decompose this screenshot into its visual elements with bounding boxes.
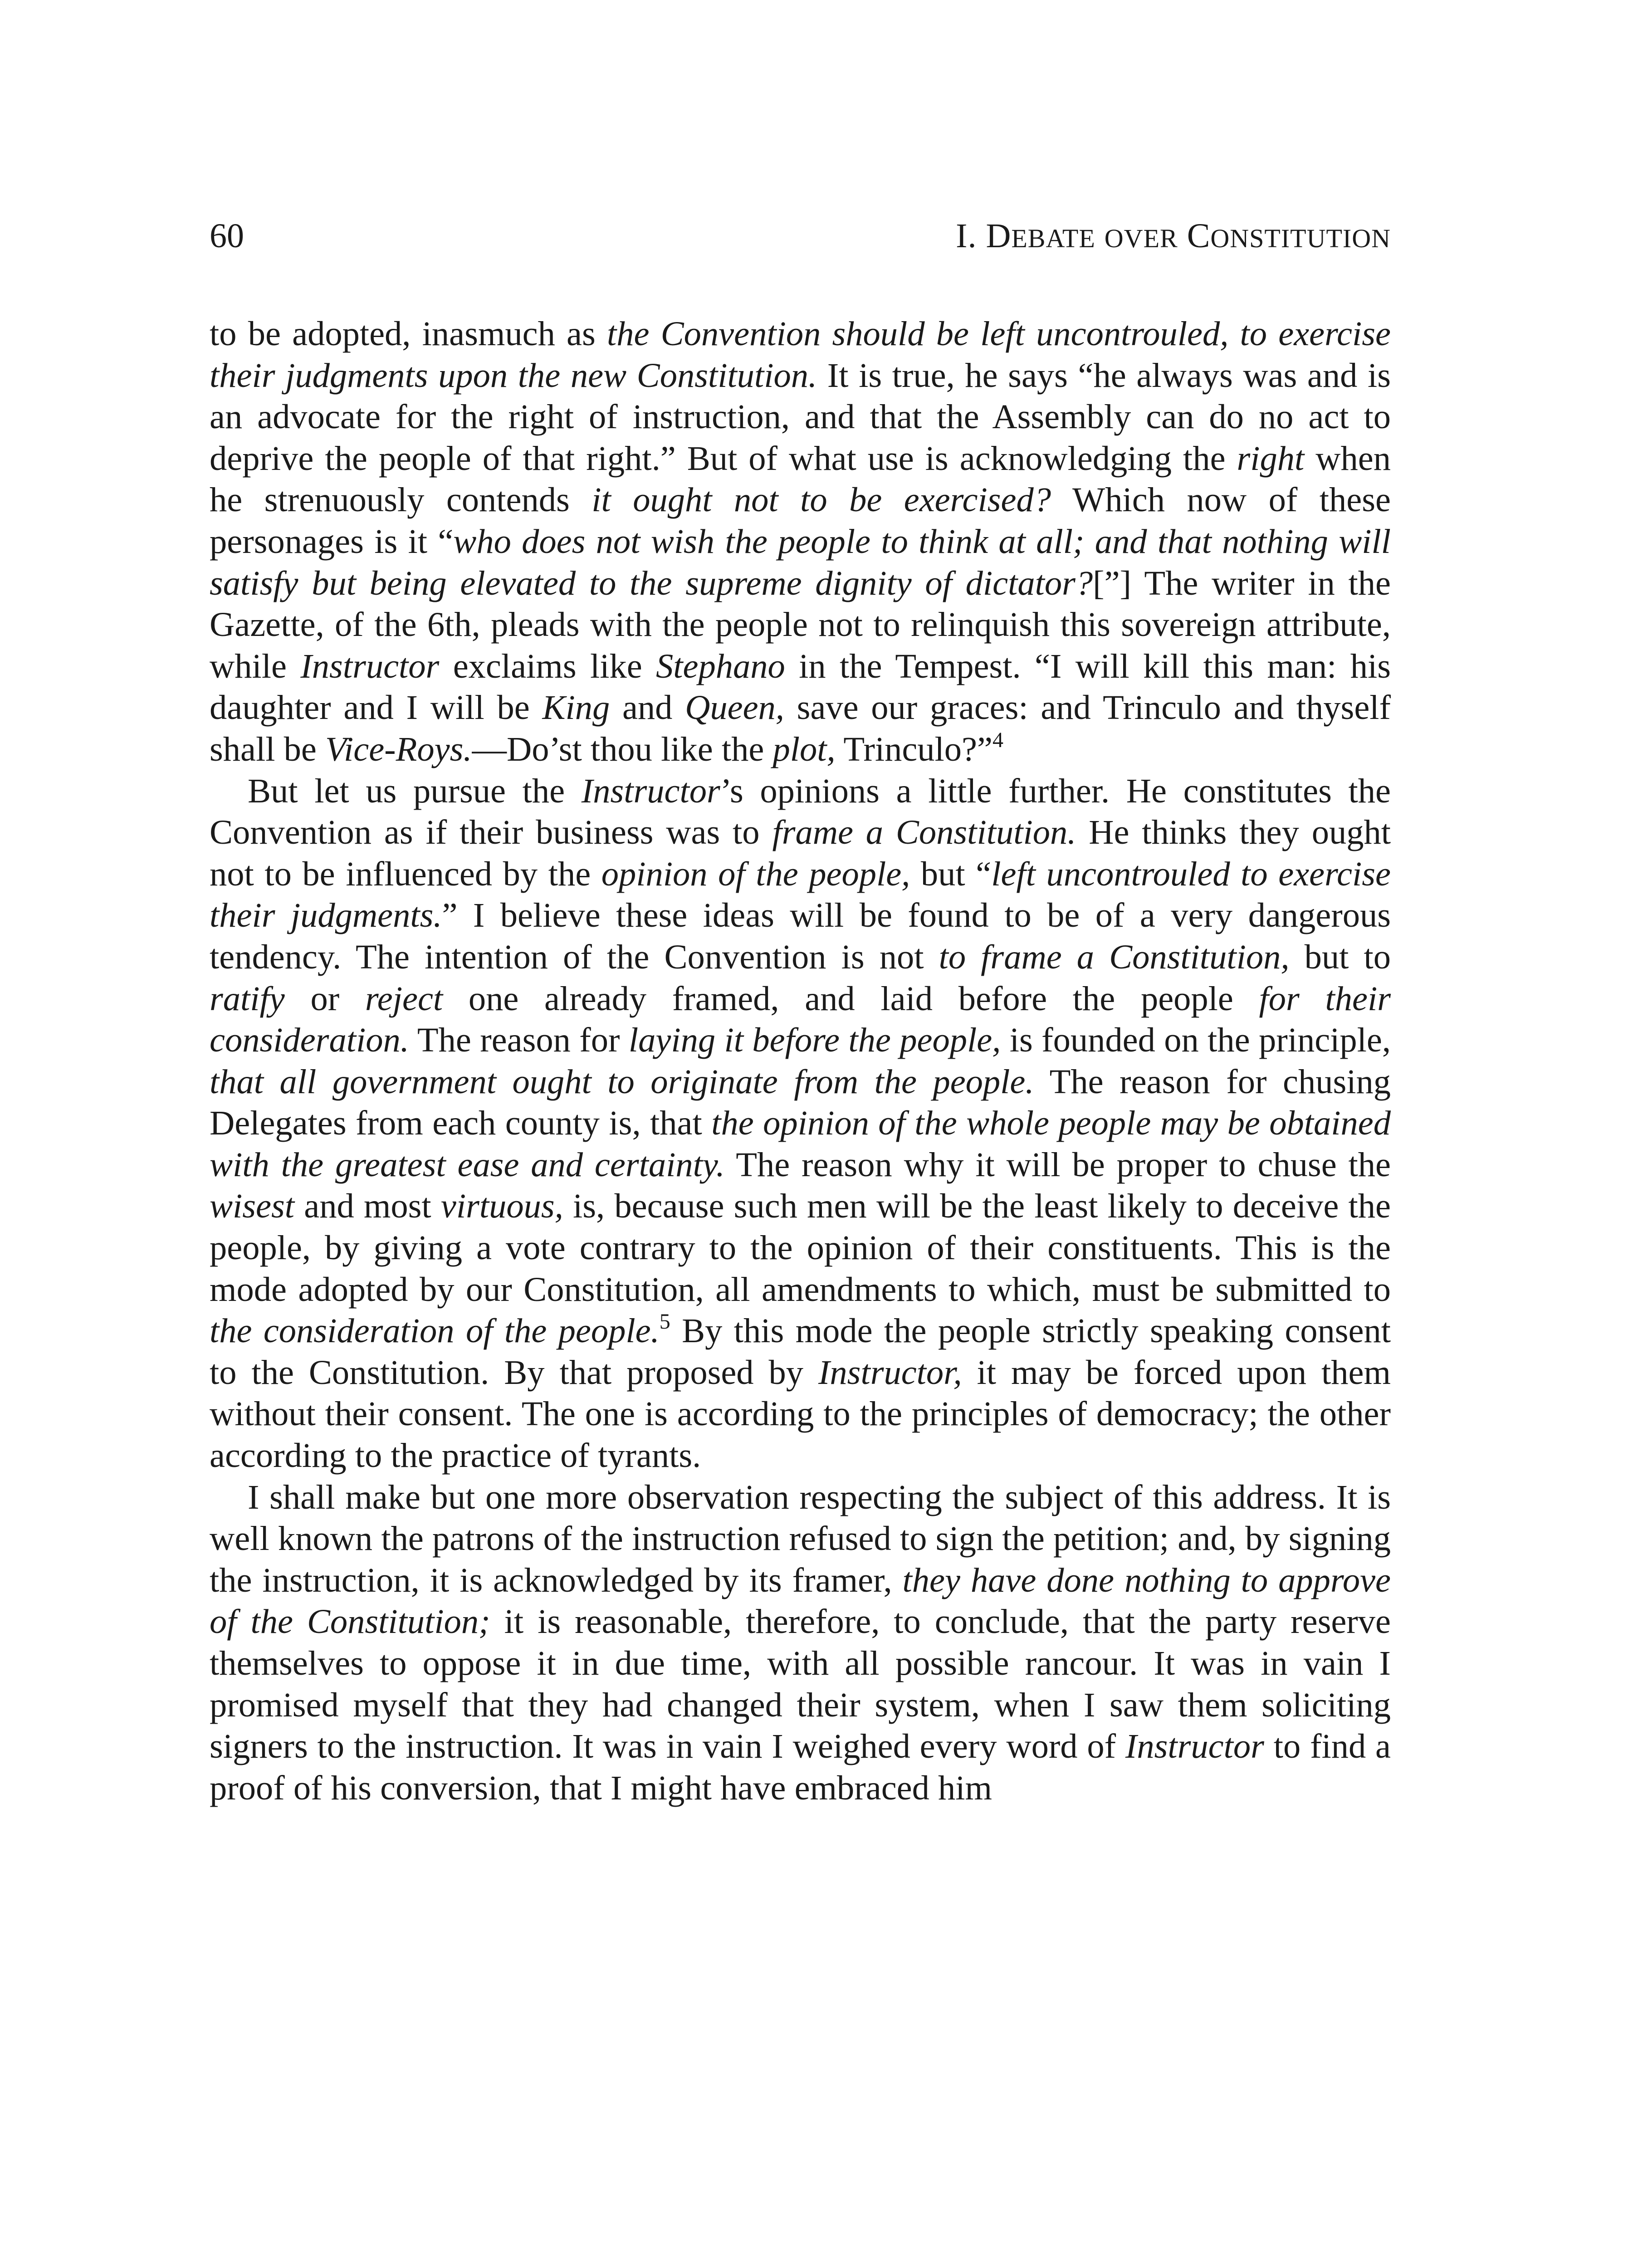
text-span: one already framed, and laid before the people (443, 979, 1259, 1018)
chapter-title-initial-3: C (1187, 217, 1211, 255)
italic-span: Queen, (685, 688, 784, 727)
text-span: —Do’st thou like the (472, 729, 773, 768)
italic-span: that all government ought to originate from the people. (210, 1062, 1034, 1101)
text-span: Which now of these personages is it “ (210, 480, 1391, 561)
italic-span: to frame a Constitution, (939, 937, 1290, 976)
chapter-title-prefix: I. (956, 217, 986, 255)
italic-span: the opinion of the whole people may be obtained with the greatest ease and certainty. (210, 1104, 1391, 1184)
text-span: The reason for chusing Delegates from each county is, that (210, 1062, 1391, 1143)
text-span: is, because such men will be the least likely to deceive the people, by giving a vote contrary to the opinion of their constituents. This is the mode adopted by our Constitution, all amendments to which, must be submitted to (210, 1187, 1391, 1309)
text-span: and (610, 688, 685, 727)
text-span: I shall make but one more observation respecting the subject of this address. It is well known the patrons of the instruction refused to sign the petition; and, by signing the instruction, it is acknowledged by its framer, (210, 1477, 1391, 1599)
italic-span: it ought not to be exercised? (592, 480, 1051, 519)
text-span: ” I believe these ideas will be found to be of a very dangerous tendency. The intention of the Convention is not (210, 896, 1391, 976)
italic-span: Instructor (1125, 1727, 1264, 1766)
text-span: but to (1289, 937, 1391, 976)
italic-span: the consideration of the people. (210, 1311, 660, 1350)
italic-span: frame a Constitution. (772, 813, 1076, 852)
italic-span: King (542, 688, 610, 727)
italic-span: Instructor (300, 646, 440, 685)
text-span: or (284, 979, 365, 1018)
chapter-title-word-1: EBATE (1011, 224, 1095, 253)
chapter-title-word-3: ONSTITUTION (1210, 224, 1391, 253)
text-span: By this mode the people strictly speaking consent to the Constitution. By that proposed by (210, 1311, 1391, 1392)
text-span: and most (294, 1187, 441, 1226)
text-span: But let us pursue the (248, 771, 582, 810)
italic-span: plot, (772, 729, 836, 768)
italic-span: who does not wish the people to think at all; and that nothing will satisfy but being elevated to the supreme dignity of dictator? (210, 522, 1391, 602)
text-span: [”] The writer in the Gazette, of the 6th, pleads with the people not to relinquish this sovereign attribute, while (210, 563, 1391, 685)
text-span: when he strenuously contends (210, 439, 1391, 519)
text-span: it may be forced upon them without their consent. The one is according to the principles of democracy; the other according to the practice of tyrants. (210, 1353, 1391, 1475)
italic-span: left uncontrouled to exercise their judgments. (210, 854, 1391, 935)
text-span: is founded on the principle, (1001, 1021, 1391, 1060)
text-span: Trinculo?” (835, 729, 993, 768)
text-span: but “ (910, 854, 992, 893)
text-span: exclaims like (439, 646, 656, 685)
text-span: it is reasonable, therefore, to conclude, that the party reserve themselves to oppose it in due time, with all possible rancour. It was in vain I promised myself that they had changed their system, when I saw them soliciting signers to the instruction. It was in vain I weighed every word of (210, 1602, 1391, 1766)
italic-span: Instructor (581, 771, 720, 810)
text-span: He thinks they ought not to be influenced by the (210, 813, 1391, 893)
chapter-title (956, 213, 1391, 261)
paragraph-2 (210, 770, 1391, 1476)
footnote-marker-4[interactable]: 4 (992, 728, 1003, 752)
italic-span: laying it before the people, (628, 1021, 1001, 1060)
italic-span: virtuous, (440, 1187, 563, 1226)
paragraph-1 (210, 313, 1391, 770)
text-span: save our graces: and Trinculo and thyself shall be (210, 688, 1391, 768)
text-span: The reason why it will be proper to chuse the (724, 1145, 1391, 1184)
italic-span: wisest (210, 1187, 295, 1226)
text-span: to be adopted, inasmuch as (210, 314, 607, 353)
text-span: ’s opinions a little further. He constitutes the Convention as if their business was to (210, 771, 1391, 852)
italic-span: Instructor, (818, 1353, 962, 1392)
text-span: in the Tempest. “I will kill this man: his daughter and I will be (210, 646, 1391, 727)
italic-span: Stephano (656, 646, 785, 685)
italic-span: opinion of the people, (601, 854, 910, 893)
page-number: 60 (210, 217, 244, 255)
book-page (210, 213, 1391, 1809)
italic-span: ratify (210, 979, 285, 1018)
chapter-title-word-2: OVER (1104, 224, 1178, 253)
text-span: to find a proof of his conversion, that I might have embraced him (210, 1727, 1391, 1807)
italic-span: the Convention should be left uncontrouled, to exercise their judgments upon the new Constitution. (210, 314, 1391, 395)
footnote-marker-5[interactable]: 5 (659, 1310, 670, 1334)
paragraph-3 (210, 1476, 1391, 1809)
italic-span: they have done nothing to approve of the Constitution; (210, 1560, 1391, 1641)
italic-span: for their consideration. (210, 979, 1391, 1060)
running-head (210, 213, 1391, 268)
text-span: It is true, he says “he always was and is an advocate for the right of instruction, and that the Assembly can do no act to deprive the people of that right.” But of what use is acknowledging the (210, 356, 1391, 478)
text-span: The reason for (409, 1021, 629, 1060)
italic-span: reject (365, 979, 443, 1018)
italic-span: right (1237, 439, 1305, 478)
italic-span: Vice-Roys. (325, 729, 472, 768)
chapter-title-initial-1: D (986, 217, 1012, 255)
page-body (210, 313, 1391, 1809)
